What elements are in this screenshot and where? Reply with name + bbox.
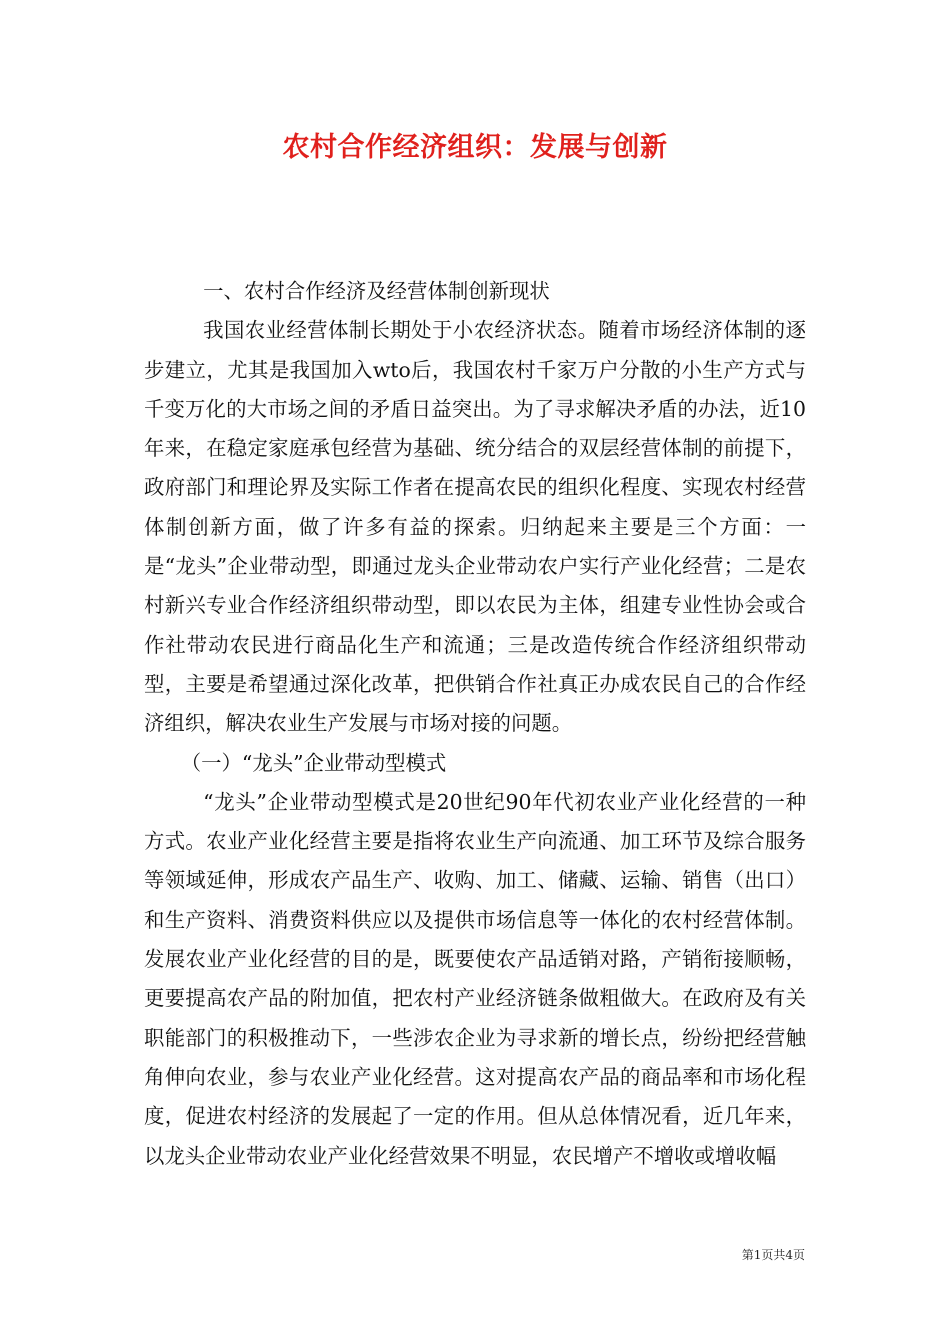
page-number: 第1页共4页: [741, 1248, 805, 1262]
document-body: [144, 272, 806, 1176]
subsection-heading: （一）“龙头”企业带动型模式: [180, 750, 447, 775]
paragraph: 我国农业经营体制长期处于小农经济状态。随着市场经济体制的逐步建立，尤其是我国加入wto后，我国农村千家万户分散的小生产方式与千变万化的大市场之间的矛盾日益突出。为了寻求解决矛盾的办法，近10年来，在稳定家庭承包经营为基础、统分结合的双层经营体制的前提下，政府部门和理论界及实际工作者在提高农民的组织化程度、实现农村经营体制创新方面，做了许多有益的探索。归纳起来主要是三个方面：一是“龙头”企业带动型，即通过龙头企业带动农户实行产业化经营；二是农村新兴专业合作经济组织带动型，即以农民为主体，组建专业性协会或合作社带动农民进行商品化生产和流通；三是改造传统合作经济组织带动型，主要是希望通过深化改革，把供销合作社真正办成农民自己的合作经济组织，解决农业生产发展与市场对接的问题。: [144, 318, 806, 736]
section-heading: 一、农村合作经济及经营体制创新现状: [203, 279, 550, 303]
document-title: 农村合作经济组织：发展与创新: [282, 132, 668, 163]
paragraph: “龙头”企业带动型模式是20世纪90年代初农业产业化经营的一种方式。农业产业化经营主要是指将农业生产向流通、加工环节及综合服务等领域延伸，形成农产品生产、收购、加工、储藏、运输、销售（出口）和生产资料、消费资料供应以及提供市场信息等一体化的农村经营体制。发展农业产业化经营的目的是，既要使农产品适销对路，产销衔接顺畅，更要提高农产品的附加值，把农村产业经济链条做粗做大。在政府及有关职能部门的积极推动下，一些涉农企业为寻求新的增长点，纷纷把经营触角伸向农业，参与农业产业化经营。这对提高农产品的商品率和市场化程度，促进农村经济的发展起了一定的作用。但从总体情况看，近几年来，以龙头企业带动农业产业化经营效果不明显，农民增产不增收或增收幅: [144, 789, 806, 1168]
